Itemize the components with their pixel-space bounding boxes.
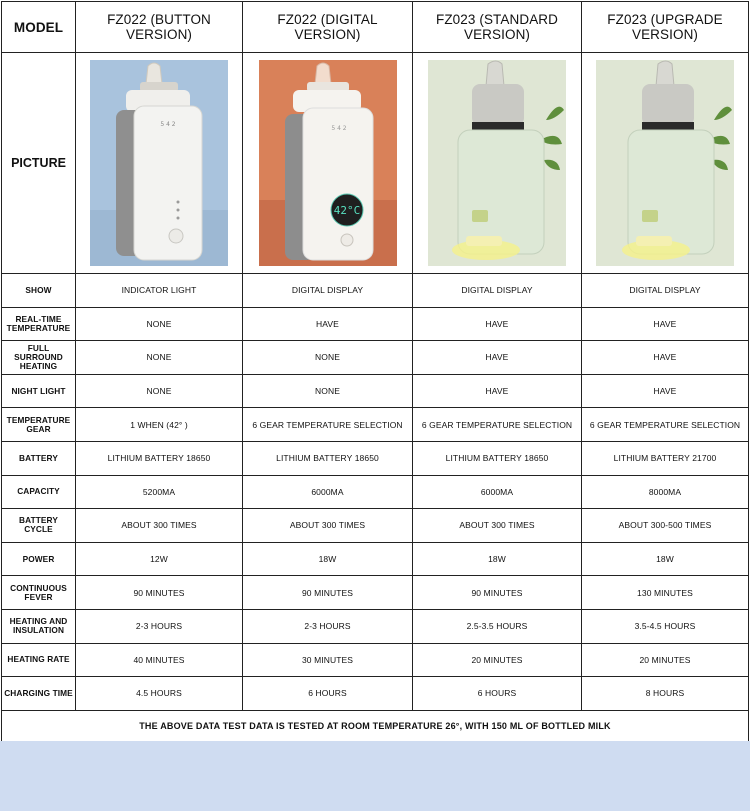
spec-value: HAVE	[413, 374, 582, 408]
spec-value: ABOUT 300-500 TIMES	[582, 509, 749, 543]
row-label: BATTERY	[2, 441, 76, 475]
spec-row	[2, 274, 749, 308]
spec-value: 18W	[413, 542, 582, 576]
row-label: TEMPERATURE GEAR	[2, 408, 76, 442]
spec-value: 20 MINUTES	[582, 643, 749, 677]
svg-text:42°C: 42°C	[333, 204, 360, 217]
spec-value: NONE	[76, 307, 243, 341]
spec-value: 12W	[76, 542, 243, 576]
spec-value: 6 HOURS	[243, 677, 413, 711]
model-name: FZ023 (STANDARD VERSION)	[413, 2, 582, 53]
model-name: FZ022 (BUTTON VERSION)	[76, 2, 243, 53]
product-picture-cell	[582, 53, 749, 274]
spec-value: 90 MINUTES	[413, 576, 582, 610]
row-label: CAPACITY	[2, 475, 76, 509]
row-label: FULL SURROUND HEATING	[2, 341, 76, 375]
bottom-band	[0, 741, 750, 811]
spec-value: LITHIUM BATTERY 21700	[582, 441, 749, 475]
svg-text:5 4 2: 5 4 2	[330, 125, 347, 132]
product-picture-cell	[413, 53, 582, 274]
spec-value: 18W	[243, 542, 413, 576]
product-picture-cell	[243, 53, 413, 274]
comparison-table	[1, 1, 749, 743]
spec-value: LITHIUM BATTERY 18650	[413, 441, 582, 475]
spec-value: INDICATOR LIGHT	[76, 274, 243, 308]
spec-value: 8000MA	[582, 475, 749, 509]
spec-value: 5200MA	[76, 475, 243, 509]
spec-row	[2, 576, 749, 610]
spec-row	[2, 307, 749, 341]
bottle-warmer-standard-icon	[428, 60, 566, 266]
product-picture-cell	[76, 53, 243, 274]
row-label: CONTINUOUS FEVER	[2, 576, 76, 610]
spec-value: 6000MA	[413, 475, 582, 509]
spec-value: 40 MINUTES	[76, 643, 243, 677]
spec-value: 6 HOURS	[413, 677, 582, 711]
spec-row	[2, 609, 749, 643]
spec-value: 2-3 HOURS	[243, 609, 413, 643]
spec-value: ABOUT 300 TIMES	[243, 509, 413, 543]
spec-row	[2, 408, 749, 442]
bottle-warmer-upgrade-icon	[596, 60, 734, 266]
spec-value: 90 MINUTES	[76, 576, 243, 610]
spec-value: LITHIUM BATTERY 18650	[76, 441, 243, 475]
spec-value: 130 MINUTES	[582, 576, 749, 610]
row-label: NIGHT LIGHT	[2, 374, 76, 408]
spec-value: NONE	[243, 341, 413, 375]
row-label: CHARGING TIME	[2, 677, 76, 711]
svg-text:5 4 2: 5 4 2	[160, 121, 176, 128]
spec-value: LITHIUM BATTERY 18650	[243, 441, 413, 475]
spec-value: 1 WHEN (42° )	[76, 408, 243, 442]
spec-value: NONE	[76, 374, 243, 408]
spec-row	[2, 677, 749, 711]
row-label: REAL-TIME TEMPERATURE	[2, 307, 76, 341]
spec-value: NONE	[243, 374, 413, 408]
spec-value: HAVE	[243, 307, 413, 341]
spec-value: DIGITAL DISPLAY	[582, 274, 749, 308]
spec-value: 30 MINUTES	[243, 643, 413, 677]
spec-value: 3.5-4.5 HOURS	[582, 609, 749, 643]
spec-value: HAVE	[582, 307, 749, 341]
spec-row	[2, 374, 749, 408]
spec-row	[2, 542, 749, 576]
spec-value: 18W	[582, 542, 749, 576]
spec-value: HAVE	[582, 374, 749, 408]
model-name: FZ022 (DIGITAL VERSION)	[243, 2, 413, 53]
spec-value: 2.5-3.5 HOURS	[413, 609, 582, 643]
spec-value: 90 MINUTES	[243, 576, 413, 610]
spec-value: 4.5 HOURS	[76, 677, 243, 711]
bottle-warmer-button-icon	[90, 60, 228, 266]
spec-value: HAVE	[413, 307, 582, 341]
spec-value: ABOUT 300 TIMES	[413, 509, 582, 543]
model-label: MODEL	[2, 2, 76, 53]
header-row	[2, 2, 749, 53]
footer-note: THE ABOVE DATA TEST DATA IS TESTED AT ROOM TEMPERATURE 26°, WITH 150 ML OF BOTTLED MILK	[2, 710, 749, 742]
footer-row	[2, 710, 749, 742]
spec-value: 20 MINUTES	[413, 643, 582, 677]
spec-value: HAVE	[582, 341, 749, 375]
spec-value: DIGITAL DISPLAY	[243, 274, 413, 308]
spec-row	[2, 643, 749, 677]
row-label: BATTERY CYCLE	[2, 509, 76, 543]
bottle-warmer-digital-icon	[259, 60, 397, 266]
spec-value: 8 HOURS	[582, 677, 749, 711]
spec-row	[2, 509, 749, 543]
picture-row	[2, 53, 749, 274]
spec-value: NONE	[76, 341, 243, 375]
model-name: FZ023 (UPGRADE VERSION)	[582, 2, 749, 53]
spec-row	[2, 341, 749, 375]
row-label: SHOW	[2, 274, 76, 308]
spec-value: HAVE	[413, 341, 582, 375]
spec-row	[2, 475, 749, 509]
spec-value: 6 GEAR TEMPERATURE SELECTION	[413, 408, 582, 442]
spec-value: 6 GEAR TEMPERATURE SELECTION	[582, 408, 749, 442]
row-label: HEATING RATE	[2, 643, 76, 677]
spec-value: 2-3 HOURS	[76, 609, 243, 643]
row-label: HEATING AND INSULATION	[2, 609, 76, 643]
picture-label: PICTURE	[2, 53, 76, 274]
spec-value: 6 GEAR TEMPERATURE SELECTION	[243, 408, 413, 442]
spec-value: DIGITAL DISPLAY	[413, 274, 582, 308]
spec-value: ABOUT 300 TIMES	[76, 509, 243, 543]
spec-value: 6000MA	[243, 475, 413, 509]
row-label: POWER	[2, 542, 76, 576]
spec-row	[2, 441, 749, 475]
